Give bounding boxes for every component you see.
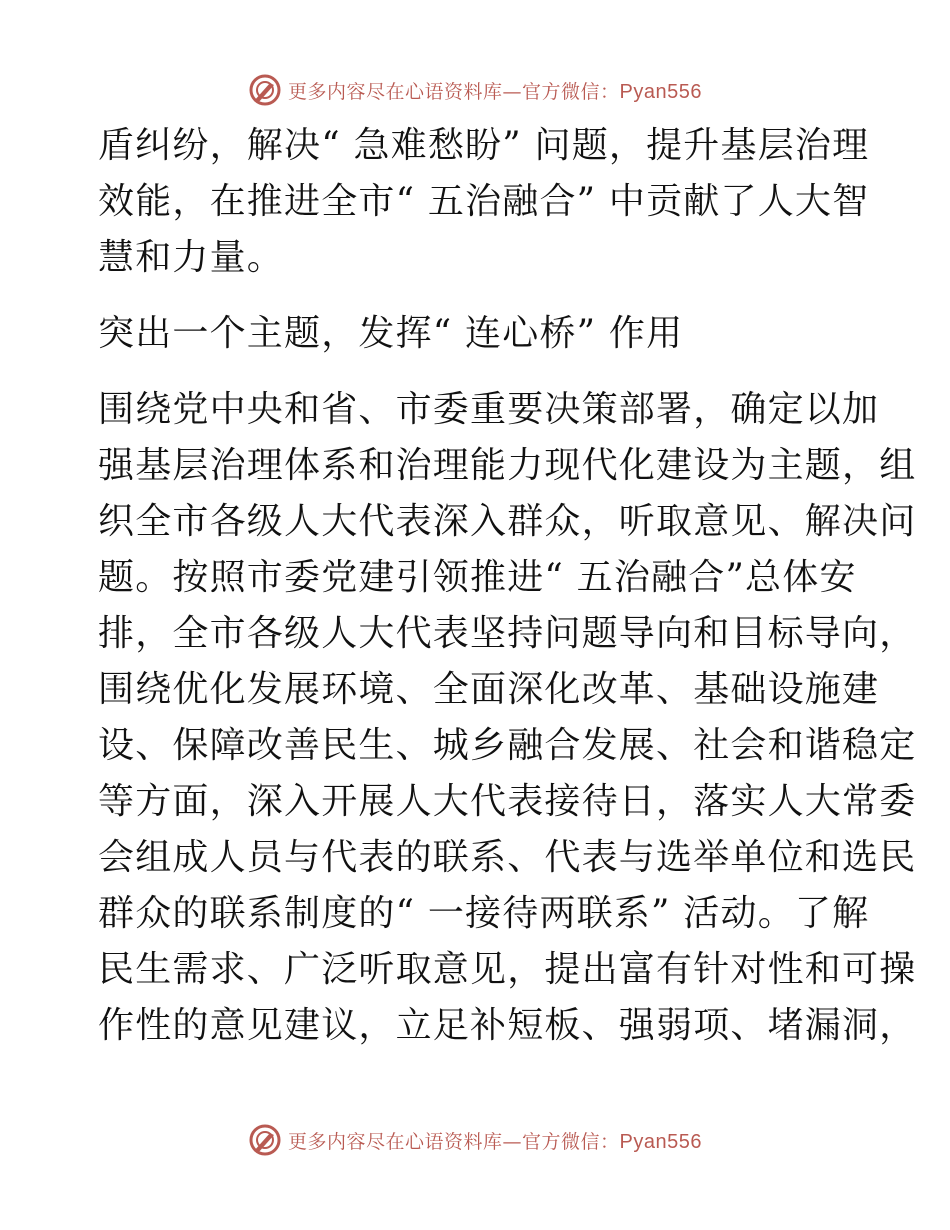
header-watermark (0, 70, 950, 110)
text-line: 效能，在推进全市“ 五治融合” 中贡献了人大智 (98, 181, 870, 222)
watermark-main-text: 更多内容尽在心语资料库—官方微信： (288, 1130, 620, 1153)
watermark-main-text: 更多内容尽在心语资料库—官方微信： (288, 80, 620, 103)
text-line: 织全市各级人大代表深入群众，听取意见、解决问 (98, 501, 917, 542)
heading-text: 突出一个主题，发挥“ 连心桥” 作用 (98, 313, 684, 354)
text-line: 排，全市各级人大代表坚持问题导向和目标导向， (98, 613, 917, 654)
footer-watermark (0, 1120, 950, 1160)
pen-circle-logo-icon (248, 73, 282, 107)
text-line: 围绕优化发展环境、全面深化改革、基础设施建 (98, 669, 880, 710)
watermark-text (288, 77, 702, 104)
pen-circle-logo-icon (248, 1123, 282, 1157)
section-heading (98, 306, 858, 362)
text-line: 民生需求、广泛听取意见，提出富有针对性和可操 (98, 949, 917, 990)
text-line: 会组成人员与代表的联系、代表与选举单位和选民 (98, 837, 917, 878)
paragraph-1 (98, 118, 870, 286)
paragraph-2 (98, 382, 917, 1054)
text-line: 强基层治理体系和治理能力现代化建设为主题，组 (98, 445, 917, 486)
watermark-text (288, 1127, 702, 1154)
text-line: 等方面，深入开展人大代表接待日，落实人大常委 (98, 781, 917, 822)
text-line: 慧和力量。 (98, 237, 285, 278)
text-line: 盾纠纷，解决“ 急难愁盼” 问题，提升基层治理 (98, 125, 870, 166)
watermark-wechat-id: Pyan556 (619, 80, 702, 103)
text-line: 作性的意见建议，立足补短板、强弱项、堵漏洞， (98, 1005, 917, 1046)
text-line: 群众的联系制度的“ 一接待两联系” 活动。了解 (98, 893, 870, 934)
text-line: 围绕党中央和省、市委重要决策部署，确定以加 (98, 389, 880, 430)
document-body (98, 118, 917, 1054)
text-line: 设、保障改善民生、城乡融合发展、社会和谐稳定 (98, 725, 917, 766)
watermark-wechat-id: Pyan556 (619, 1130, 702, 1153)
text-line: 题。按照市委党建引领推进“ 五治融合”总体安 (98, 557, 857, 598)
